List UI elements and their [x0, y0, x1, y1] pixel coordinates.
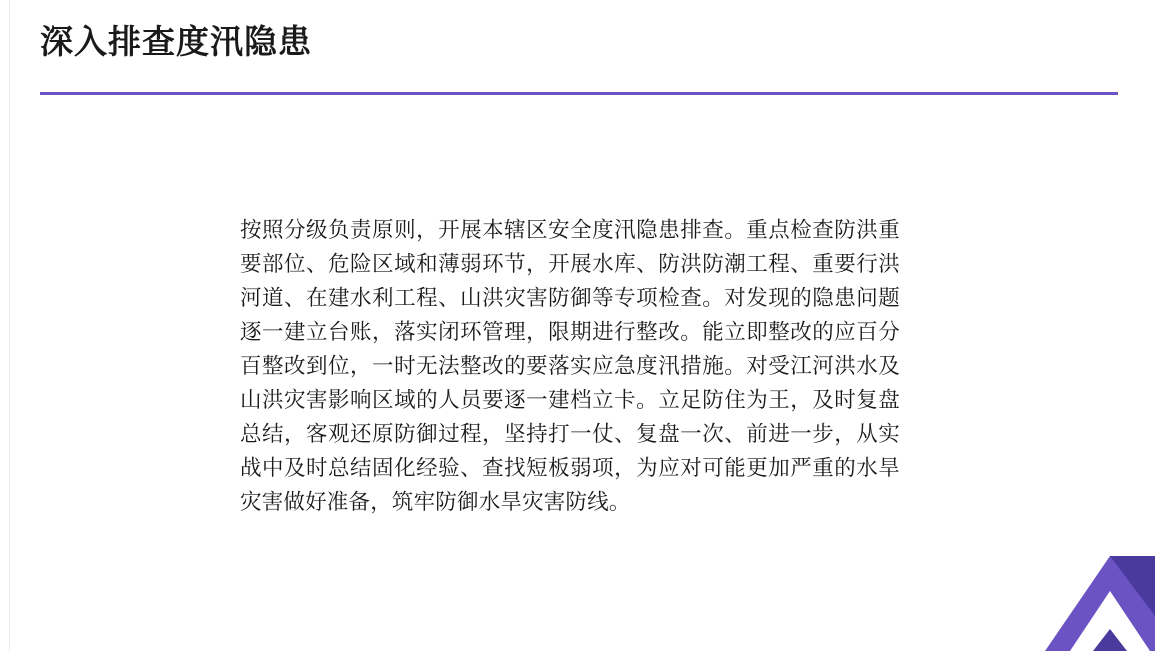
chevron-outer-shape: [1045, 556, 1155, 651]
corner-chevron-decoration: [985, 511, 1155, 651]
slide-title: 深入排查度汛隐患: [40, 23, 312, 60]
chevron-inner-shape: [1093, 629, 1127, 651]
slide-body-paragraph: 按照分级负责原则，开展本辖区安全度汛隐患排查。重点检查防洪重要部位、危险区域和薄弱环节，开展水库、防洪防潮工程、重要行洪河道、在建水利工程、山洪灾害防御等专项检查。对发现的隐患问题逐一建立台账，落实闭环管理，限期进行整改。能立即整改的应百分百整改到位，一时无法整改的要落实应急度汛措施。对受江河洪水及山洪灾害影响区域的人员要逐一建档立卡。立足防住为王，及时复盘总结，客观还原防御过程，坚持打一仗、复盘一次、前进一步，从实战中及时总结固化经验、查找短板弱项，为应对可能更加严重的水旱灾害做好准备，筑牢防御水旱灾害防线。: [240, 218, 900, 514]
title-divider-rule: [40, 92, 1118, 95]
chevron-notch-shape: [1070, 591, 1150, 651]
left-edge-band: [0, 0, 10, 651]
chevron-accent-shape: [1110, 556, 1155, 616]
